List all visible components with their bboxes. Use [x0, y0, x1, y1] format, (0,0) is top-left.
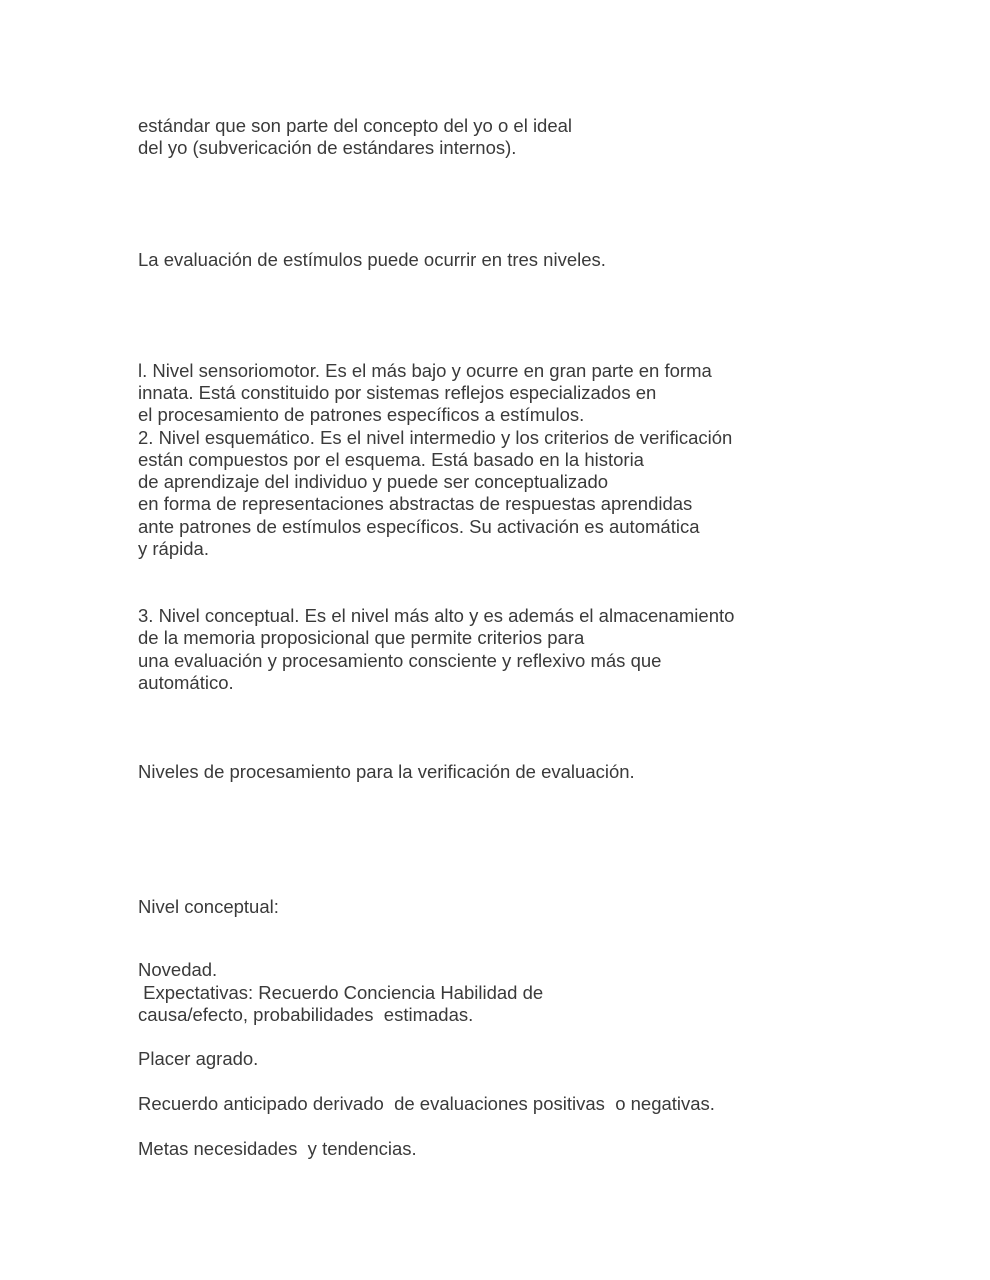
level2-line-5: ante patrones de estímulos específicos. Su activación es automática [138, 516, 700, 537]
level1-line-3: el procesamiento de patrones específicos a estímulos. [138, 404, 585, 425]
item-placer: Placer agrado. [138, 1048, 259, 1069]
processing-heading: Niveles de procesamiento para la verificación de evaluación. [138, 761, 635, 782]
level3-line-4: automático. [138, 672, 234, 693]
level3-line-2: de la memoria proposicional que permite criterios para [138, 627, 585, 648]
level1-line-1: l. Nivel sensoriomotor. Es el más bajo y ocurre en gran parte en forma [138, 360, 712, 381]
item-novedad: Novedad. [138, 959, 218, 980]
intro-line-2: del yo (subvericación de estándares internos). [138, 137, 517, 158]
level3-line-3: una evaluación y procesamiento consciente y reflexivo más que [138, 650, 662, 671]
item-recuerdo: Recuerdo anticipado derivado de evaluaciones positivas o negativas. [138, 1093, 715, 1114]
levels-intro: La evaluación de estímulos puede ocurrir en tres niveles. [138, 249, 606, 270]
level1-line-2: innata. Está constituido por sistemas reflejos especializados en [138, 382, 657, 403]
item-expectativas-line-2: causa/efecto, probabilidades estimadas. [138, 1004, 474, 1025]
level2-line-2: están compuestos por el esquema. Está basado en la historia [138, 449, 644, 470]
level3-line-1: 3. Nivel conceptual. Es el nivel más alto y es además el almacenamiento [138, 605, 735, 626]
level2-line-1: 2. Nivel esquemático. Es el nivel intermedio y los criterios de verificación [138, 427, 733, 448]
conceptual-heading: Nivel conceptual: [138, 896, 279, 917]
item-expectativas-line-1: Expectativas: Recuerdo Conciencia Habilidad de [138, 982, 544, 1003]
item-metas: Metas necesidades y tendencias. [138, 1138, 417, 1159]
level2-line-4: en forma de representaciones abstractas de respuestas aprendidas [138, 493, 693, 514]
intro-line-1: estándar que son parte del concepto del yo o el ideal [138, 115, 573, 136]
level2-line-6: y rápida. [138, 538, 209, 559]
level2-line-3: de aprendizaje del individuo y puede ser conceptualizado [138, 471, 609, 492]
